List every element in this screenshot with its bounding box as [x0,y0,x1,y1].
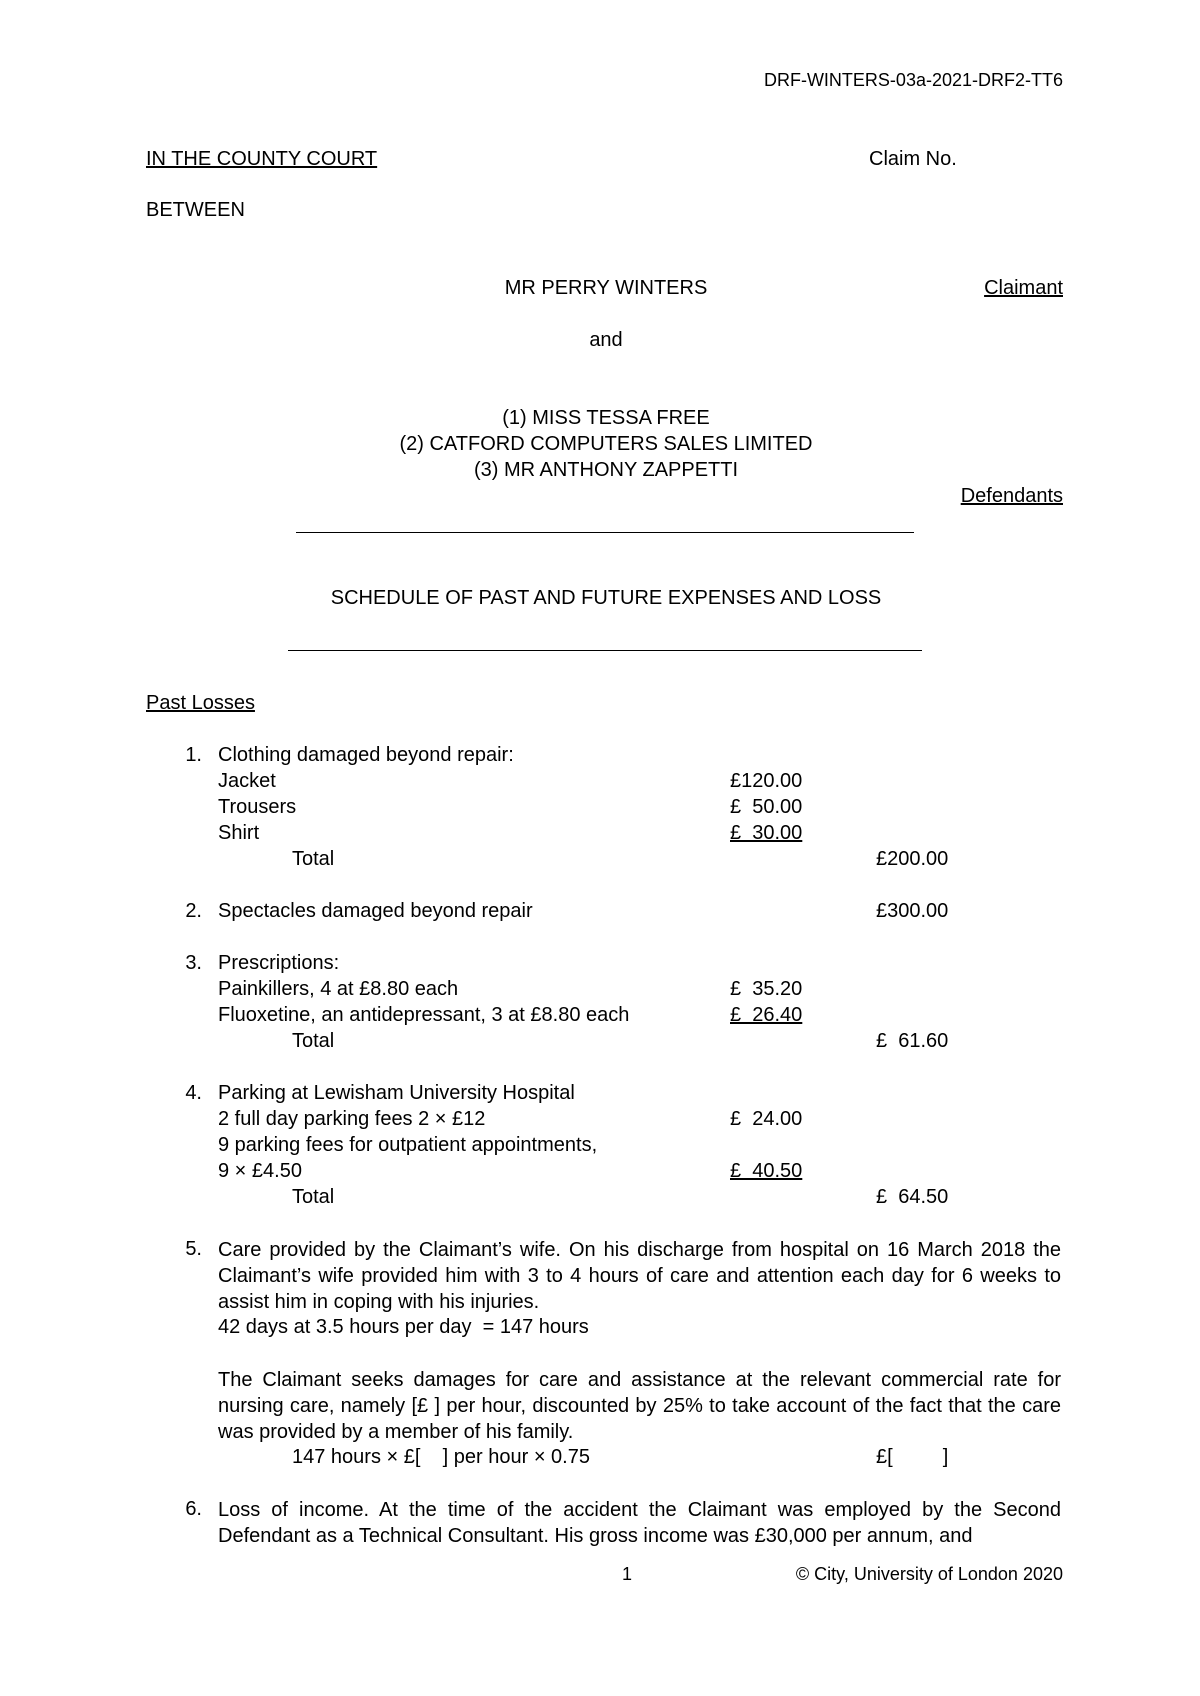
defendants-label: Defendants [960,485,1063,507]
divider-top [296,532,914,533]
page-number: 1 [622,1564,633,1584]
total-amount: £200.00 [876,848,949,870]
line-amount: £120.00 [730,770,803,792]
line-amount: £ 30.00 [730,822,803,844]
care-paragraph: Care provided by the Claimant’s wife. On his discharge from hospital on 16 March 2018 the Claimant’s wife provided him with 3 to 4 hours of care and attention each day for 6 weeks to assist him in coping with his injuries. [218,1239,1061,1313]
line-label: Shirt [218,822,260,844]
care-damages-paragraph: The Claimant seeks damages for care and assistance at the relevant commercial rate for nursing care, namely [£ ] per hour, discounted by 25% to take account of the fact that the care was provided by a member of his family. [218,1369,1061,1443]
section-heading-past-losses: Past Losses [146,692,255,714]
line-amount: £ 40.50 [730,1160,803,1182]
item-number: 2. [185,900,202,922]
line-label: 9 parking fees for outpatient appointments, [218,1134,598,1156]
divider-bottom [288,650,922,651]
schedule-title: SCHEDULE OF PAST AND FUTURE EXPENSES AND LOSS [330,587,882,609]
total-label: Total [292,1186,335,1208]
total-label: Total [292,1030,335,1052]
and-label: and [589,329,623,351]
line-amount: £ 26.40 [730,1004,803,1026]
total-label: Total [292,848,335,870]
care-formula: 147 hours × £[ ] per hour × 0.75 [292,1446,590,1468]
item-heading: Clothing damaged beyond repair: [218,744,514,766]
item-number: 5. [185,1238,202,1260]
copyright: © City, University of London 2020 [795,1564,1063,1584]
item-number: 4. [185,1082,202,1104]
line-amount: £ 50.00 [730,796,803,818]
defendant-1: (1) MISS TESSA FREE [502,407,710,429]
between-label: BETWEEN [146,199,245,221]
line-amount: £ 24.00 [730,1108,803,1130]
line-label: 9 × £4.50 [218,1160,302,1182]
line-label: 2 full day parking fees 2 × £12 [218,1108,486,1130]
loss-of-income-paragraph: Loss of income. At the time of the accident the Claimant was employed by the Second Defendant as a Technical Consultant. His gross income was £30,000 per annum, and [218,1499,1061,1547]
total-amount: £300.00 [876,900,949,922]
court-name: IN THE COUNTY COURT [146,148,378,170]
line-label: Jacket [218,770,276,792]
item-heading: Prescriptions: [218,952,340,974]
defendant-3: (3) MR ANTHONY ZAPPETTI [473,459,739,481]
item-number: 6. [185,1498,202,1520]
line-label: Painkillers, 4 at £8.80 each [218,978,459,1000]
line-label: Trousers [218,796,297,818]
care-calculation: 42 days at 3.5 hours per day = 147 hours [218,1316,589,1338]
defendant-2: (2) CATFORD COMPUTERS SALES LIMITED [399,433,813,455]
total-amount: £ 64.50 [876,1186,949,1208]
claim-number: Claim No. [869,148,957,170]
document-reference: DRF-WINTERS-03a-2021-DRF2-TT6 [763,70,1063,90]
item-heading: Spectacles damaged beyond repair [218,900,533,922]
claimant-label: Claimant [984,277,1063,299]
total-amount: £[ ] [876,1446,949,1468]
item-number: 3. [185,952,202,974]
total-amount: £ 61.60 [876,1030,949,1052]
claimant-name: MR PERRY WINTERS [504,277,708,299]
item-number: 1. [185,744,202,766]
item-heading: Parking at Lewisham University Hospital [218,1082,575,1104]
line-label: Fluoxetine, an antidepressant, 3 at £8.80 each [218,1004,630,1026]
line-amount: £ 35.20 [730,978,803,1000]
